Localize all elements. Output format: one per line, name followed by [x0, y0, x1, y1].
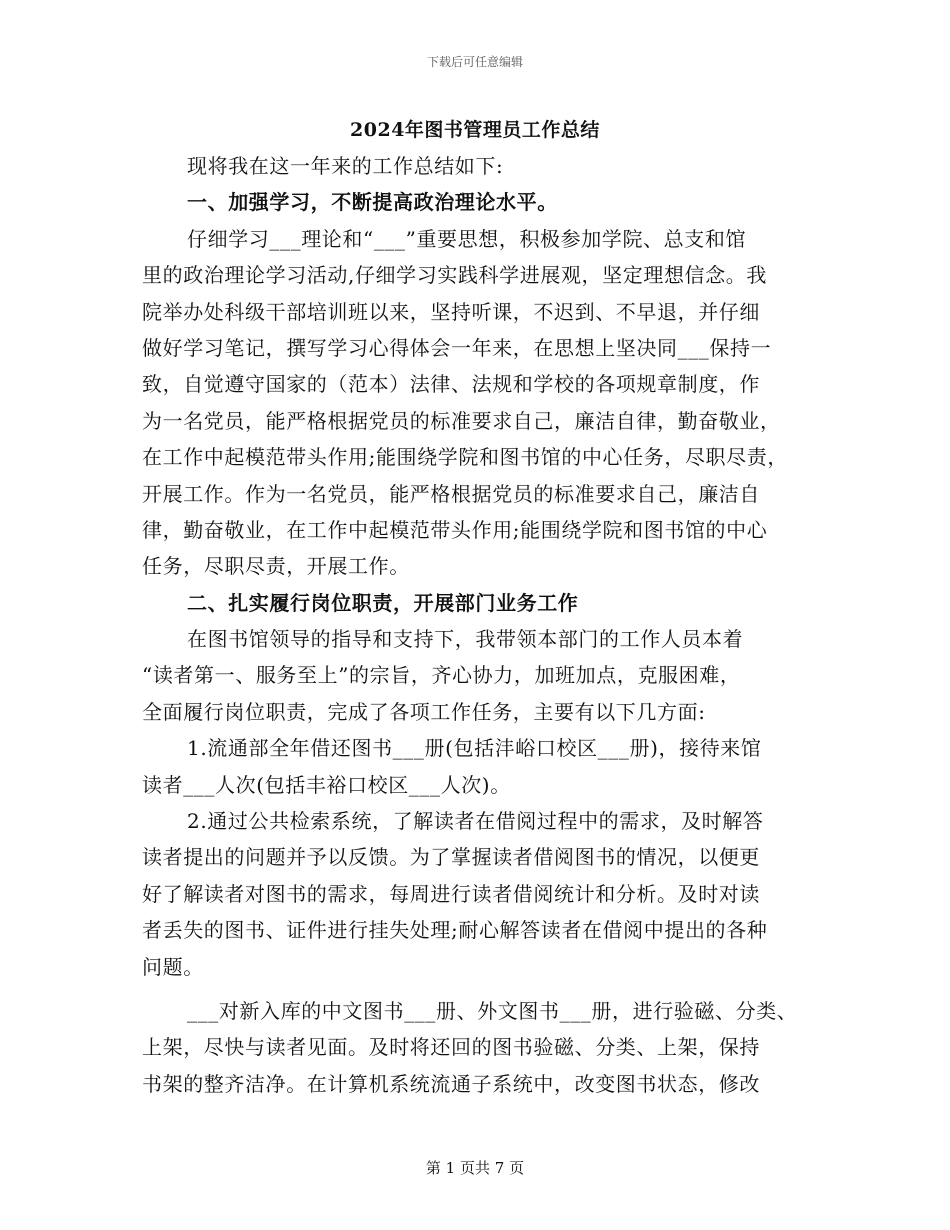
text-line: 2.通过公共检索系统，了解读者在借阅过程中的需求，及时解答: [187, 809, 764, 834]
text-line: 好了解读者对图书的需求，每周进行读者借阅统计和分析。及时对读: [142, 881, 760, 906]
text-line: 任务，尽职尽责，开展工作。: [142, 554, 410, 579]
text-line: 上架，尽快与读者见面。及时将还回的图书验磁、分类、上架，保持: [142, 1035, 760, 1060]
text-line: 读者提出的问题并予以反馈。为了掌握读者借阅图书的情况，以便更: [142, 845, 760, 870]
text-line: 者丢失的图书、证件进行挂失处理;耐心解答读者在借阅中提出的各种: [142, 918, 768, 943]
text-line: 为一名党员，能严格根据党员的标准要求自己，廉洁自律，勤奋敬业，: [142, 408, 781, 433]
paragraph-gap: [142, 985, 822, 993]
text-line: 问题。: [142, 954, 204, 979]
text-line: 书架的整齐洁净。在计算机系统流通子系统中，改变图书状态，修改: [142, 1071, 760, 1096]
text-line: ___对新入库的中文图书___册、外文图书___册，进行验磁、分类、: [187, 998, 798, 1023]
header-note: 下载后可任意编辑: [426, 55, 523, 69]
text-line: 致，自觉遵守国家的（范本）法律、法规和学校的各项规章制度，作: [142, 372, 760, 397]
text-line: 院举办处科级干部培训班以来，坚持听课，不迟到、不早退，并仔细: [142, 299, 760, 324]
text-line: 在工作中起模范带头作用;能围绕学院和图书馆的中心任务，尽职尽责，: [142, 445, 788, 470]
text-line: 做好学习笔记，撰写学习心得体会一年来，在思想上坚决同___保持一: [142, 335, 772, 360]
text-line: 里的政治理论学习活动,仔细学习实践科学进展观，坚定理想信念。我: [142, 263, 767, 288]
section-heading: 二、扎实履行岗位职责，开展部门业务工作: [187, 590, 579, 615]
text-line: 1.流通部全年借还图书___册(包括沣峪口校区___册)，接待来馆: [187, 736, 762, 761]
page-footer: 第 1 页共 7 页: [425, 1159, 525, 1177]
text-line: 全面履行岗位职责，完成了各项工作任务，主要有以下几方面:: [142, 699, 706, 724]
text-line: 在图书馆领导的指导和支持下，我带领本部门的工作人员本着: [187, 627, 744, 652]
document-body: [142, 148, 822, 1102]
document-title: 2024年图书管理员工作总结: [350, 119, 600, 141]
text-line: 律，勤奋敬业，在工作中起模范带头作用;能围绕学院和图书馆的中心: [142, 517, 768, 542]
text-line: “读者第一、服务至上”的宗旨，齐心协力，加班加点，克服困难，: [142, 663, 741, 688]
text-line: 读者___人次(包括丰裕口校区___人次)。: [142, 772, 511, 797]
text-line: 现将我在这一年来的工作总结如下:: [187, 154, 504, 178]
section-heading: 一、加强学习，不断提高政治理论水平。: [187, 190, 558, 215]
text-line: 开展工作。作为一名党员，能严格根据党员的标准要求自己，廉洁自: [142, 481, 760, 506]
text-line: 仔细学习___理论和“___”重要思想，积极参加学院、总支和馆: [187, 226, 747, 251]
